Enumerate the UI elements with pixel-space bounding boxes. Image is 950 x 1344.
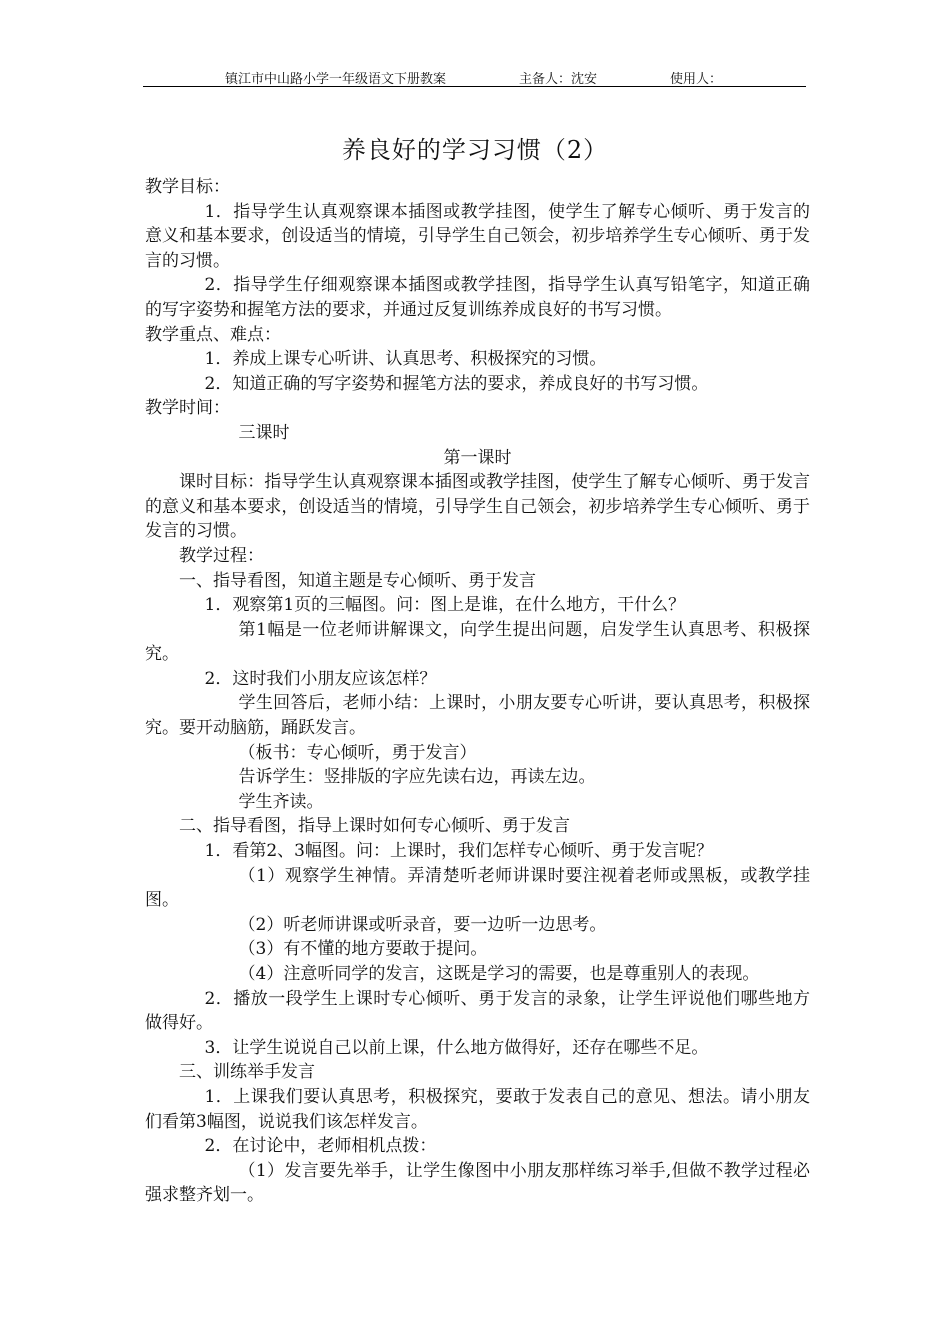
paragraph: 二、指导看图，指导上课时如何专心倾听、勇于发言 [179,816,570,837]
paragraph: 课时目标：指导学生认真观察课本插图或教学挂图，使学生了解专心倾听、勇于发言的意义和基本要求，创设适当的情境，引导学生自己领会，初步培养学生专心倾听、勇于发言的习惯。 [145,472,810,542]
paragraph: 教学时间： [145,398,230,419]
paragraph: （1）观察学生神情。弄清楚听老师讲课时要注视着老师或黑板，或教学挂图。 [145,865,810,911]
paragraph: 教学重点、难点： [145,324,281,345]
paragraph: （1）发言要先举手，让学生像图中小朋友那样练习举手,但做不教学过程必强求整齐划一。 [145,1160,810,1206]
paragraph: 教学目标： [145,177,230,197]
paragraph: （板书：专心倾听，勇于发言） [238,742,477,763]
paragraph: 1．养成上课专心听讲、认真思考、积极探究的习惯。 [204,349,607,370]
paragraph: （2）听老师讲课或听录音，要一边听一边思考。 [238,914,607,935]
document-body [145,175,810,1208]
paragraph: 学生齐读。 [238,791,324,812]
paragraph: 1．观察第1页的三幅图。问：图上是谁，在什么地方，干什么？ [204,595,686,616]
paragraph: （4）注意听同学的发言，这既是学习的需要，也是尊重别人的表现。 [238,964,760,984]
paragraph: 3．让学生说说自己以前上课，什么地方做得好，还存在哪些不足。 [204,1037,709,1058]
paragraph: 1．上课我们要认真思考，积极探究，要敢于发表自己的意见、想法。请小朋友们看第3幅图，说说我们该怎样发言。 [145,1086,810,1132]
paragraph: 第1幅是一位老师讲解课文，向学生提出问题，启发学生认真思考、积极探究。 [145,619,810,665]
header-preparer: 主备人：沈安 [519,72,598,87]
paragraph: 2．知道正确的写字姿势和握笔方法的要求，养成良好的书写习惯。 [204,373,709,394]
page-header [143,66,806,87]
paragraph: 1．指导学生认真观察课本插图或教学挂图，使学生了解专心倾听、勇于发言的意义和基本要求，创设适当的情境，引导学生自己领会，初步培养学生专心倾听、勇于发言的习惯。 [145,201,810,271]
paragraph: 学生回答后，老师小结：上课时，小朋友要专心听讲，要认真思考，积极探究。要开动脑筋，踊跃发言。 [145,693,810,739]
paragraph: 1．看第2、3幅图。问：上课时，我们怎样专心倾听、勇于发言呢？ [204,841,713,862]
document-title: 养良好的学习习惯（2） [341,136,609,164]
paragraph: 三、训练举手发言 [179,1062,315,1083]
paragraph: 2．这时我们小朋友应该怎样？ [204,668,437,689]
paragraph: 三课时 [238,422,290,443]
paragraph: 2．指导学生仔细观察课本插图或教学挂图，指导学生认真写铅笔字，知道正确的写字姿势和握笔方法的要求，并通过反复训练养成良好的书写习惯。 [145,275,810,320]
paragraph: 一、指导看图，知道主题是专心倾听、勇于发言 [179,570,536,591]
header-user: 使用人： [670,72,723,87]
paragraph: 教学过程： [179,545,264,566]
paragraph: 告诉学生：竖排版的字应先读右边，再读左边。 [238,767,596,788]
paragraph: 第一课时 [443,447,512,468]
header-school: 镇江市中山路小学一年级语文下册教案 [225,72,447,87]
paragraph: （3）有不懂的地方要敢于提问。 [238,939,488,960]
paragraph: 2．在讨论中，老师相机点拨： [204,1136,437,1157]
paragraph: 2．播放一段学生上课时专心倾听、勇于发言的录象，让学生评说他们哪些地方做得好。 [145,988,810,1034]
